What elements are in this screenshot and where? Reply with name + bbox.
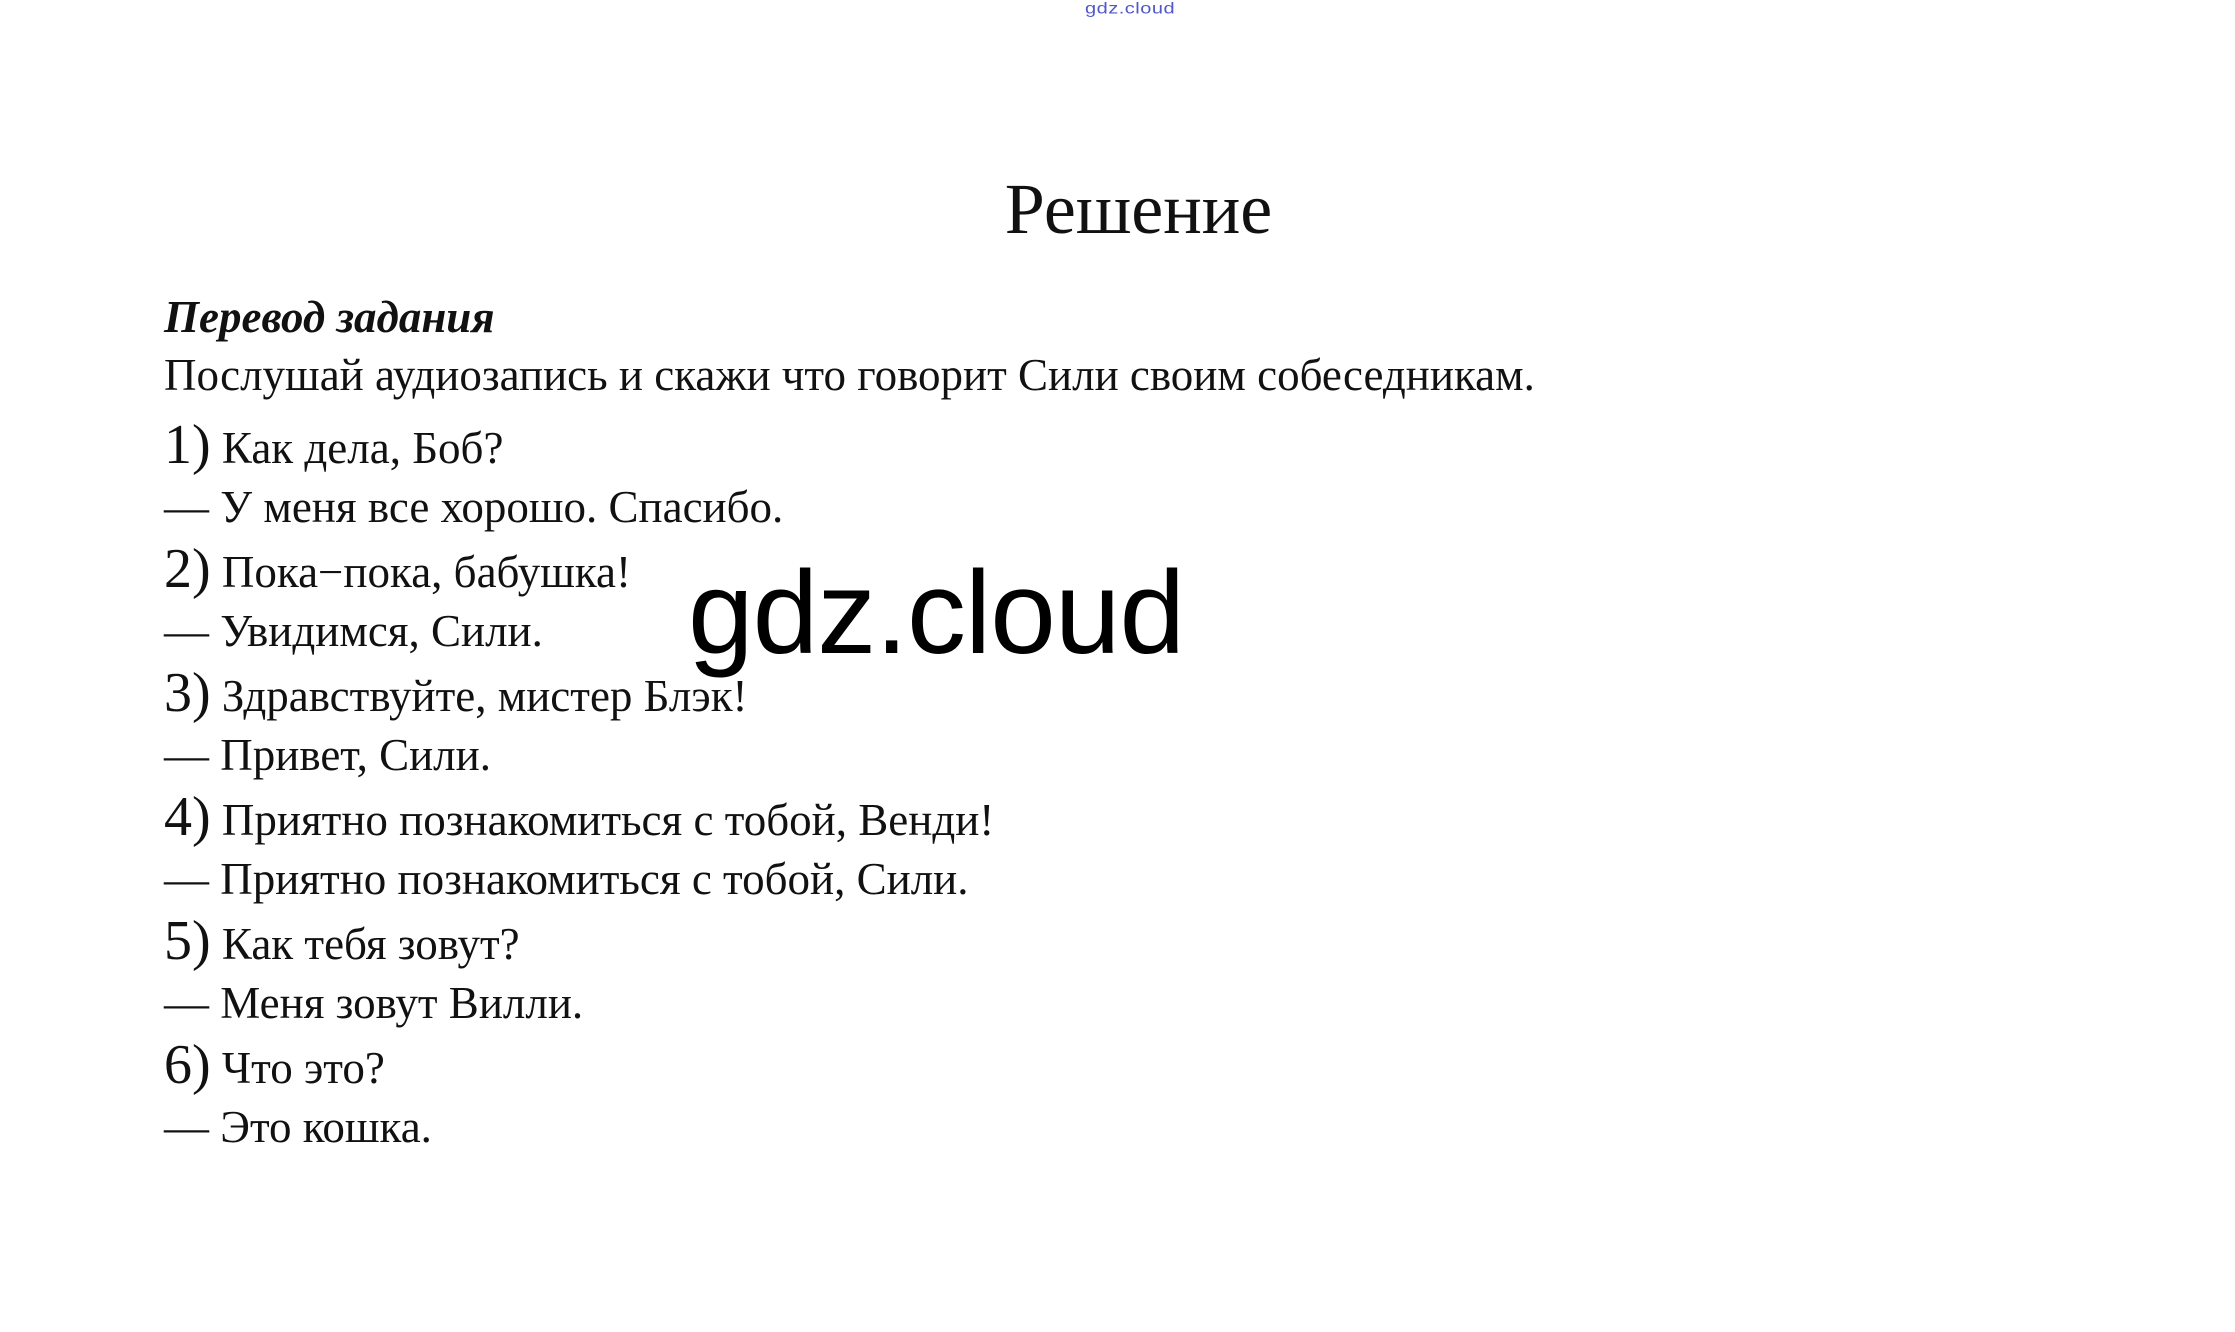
question-line <box>164 908 1964 974</box>
answer-line: — Это кошка. <box>164 1102 432 1152</box>
center-watermark: gdz.cloud <box>688 547 1185 679</box>
item-number: 1) <box>164 414 211 476</box>
item-number: 2) <box>164 538 211 600</box>
question-line <box>164 412 1964 478</box>
dialogue-item-1 <box>164 412 1964 536</box>
solution-content <box>164 288 1964 1156</box>
answer-line: — У меня все хорошо. Спасибо. <box>164 482 784 532</box>
question-text: Как дела, Боб? <box>221 423 504 473</box>
dialogue-item-6 <box>164 1032 1964 1156</box>
answer-line: — Увидимся, Сили. <box>164 606 543 656</box>
page-title: Решение <box>1004 169 1273 249</box>
question-line <box>164 784 1964 850</box>
item-number: 3) <box>164 662 211 724</box>
item-number: 4) <box>164 786 211 848</box>
answer-line: — Меня зовут Вилли. <box>164 978 584 1028</box>
question-text: Здравствуйте, мистер Блэк! <box>221 671 748 721</box>
section-heading: Перевод задания <box>164 292 495 342</box>
question-text: Пока−пока, бабушка! <box>221 547 632 597</box>
item-number: 5) <box>164 910 211 972</box>
task-text: Послушай аудиозапись и скажи что говорит Сили своим собеседникам. <box>164 350 1535 400</box>
question-line <box>164 1032 1964 1098</box>
question-text: Как тебя зовут? <box>221 919 520 969</box>
dialogue-item-5 <box>164 908 1964 1032</box>
item-number: 6) <box>164 1034 211 1096</box>
top-watermark: gdz.cloud <box>1085 0 1176 18</box>
dialogue-list <box>164 412 1964 1156</box>
answer-line: — Привет, Сили. <box>164 730 491 780</box>
dialogue-item-4 <box>164 784 1964 908</box>
question-text: Приятно познакомиться с тобой, Венди! <box>221 795 995 845</box>
answer-line: — Приятно познакомиться с тобой, Сили. <box>164 854 969 904</box>
question-text: Что это? <box>221 1043 385 1093</box>
